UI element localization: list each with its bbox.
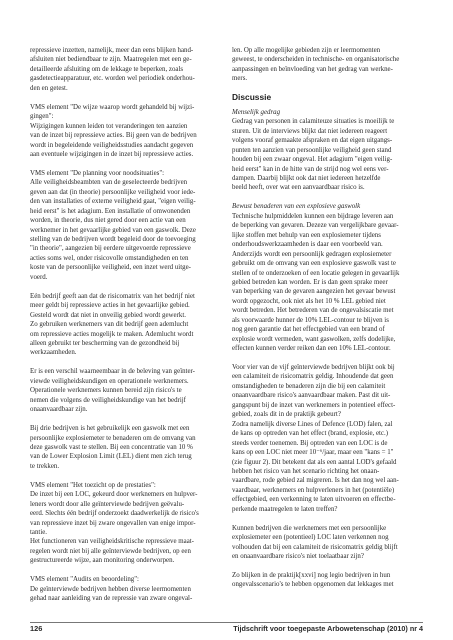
- text-line: explosiemeter een (potentieel) LOC laten verkennen nog: [232, 534, 389, 542]
- text-line: nemen die volgens de veiligheidskundige van het bedrijf: [30, 396, 186, 404]
- paragraph: [30, 292, 217, 358]
- text-line: VMS element "Het toezicht op de prestaties":: [30, 481, 156, 489]
- text-line: steeds verder toenemen. Bij optreden van een LOC is de: [232, 439, 388, 447]
- text-line: werknemer in het gevaarlijke gebied van een gaswolk. Deze: [30, 226, 196, 234]
- text-line: gingen":: [30, 113, 54, 121]
- text-line: Zodra namelijk diverse Lines of Defence (LOD) falen, zal: [232, 420, 393, 428]
- text-line: als voorwaarde hunner de 10% LEL-contour te blijven is: [232, 316, 389, 324]
- text-line: worden, in theorie, dus niet gered door een actie van een: [30, 217, 186, 225]
- footer-rule: [30, 622, 423, 623]
- text-line: van repressieve inzet bij zware ongevallen van enige impor-: [30, 519, 196, 527]
- text-line: Kunnen bedrijven die werknemers met een persoonlijke: [232, 524, 387, 532]
- journal-title: Tijdschrift voor toegepaste Arbowetenschap (2010) nr 4: [233, 624, 423, 633]
- paragraph: [30, 169, 217, 282]
- text-line: Er is een verschil waarneembaar in de beleving van geïnter-: [30, 368, 195, 376]
- page-number: 126: [30, 624, 43, 633]
- text-line: en onaanvaardbare risico's niet toelaatbaar zijn?: [232, 553, 364, 561]
- text-line: leners wordt door alle geïnterviewde bedrijven geëvalu-: [30, 500, 185, 508]
- text-line: Gesteld wordt dat niet in onveilig gebied wordt gewerkt.: [30, 311, 186, 319]
- text-line: wordt betreden. Het betrederen van de ongevalsiscatie met: [232, 307, 394, 315]
- text-line: gebied, zoals dit in de praktijk gebeurt?: [232, 411, 341, 419]
- text-line: Eén bedrijf geeft aan dat de risicomatrix van het bedrijf niet: [30, 292, 195, 300]
- text-line: van beperking van de gevaren aangezien het gevaar bewust: [232, 288, 396, 296]
- left-column: [30, 46, 217, 604]
- text-line: omstandigheden te benaderen zijn die bij een calamiteit: [232, 382, 386, 390]
- text-line: alleen gebruikt ter bescherming van de gezondheid bij: [30, 340, 180, 347]
- text-line: De geïnterviewde bedrijven hebben diverse leermomenten: [30, 585, 191, 593]
- text-line: ongevalsscenario's te hebben opgenomen dat lekkages met: [232, 581, 394, 589]
- text-line: regelen wordt niet bij alle geïnterviewde bedrijven, op een: [30, 547, 191, 555]
- text-line: afsluiten niet bediendbaar te zijn. Maatregelen met een ge-: [30, 56, 192, 64]
- text-line: den van installaties of externe veiligheid gaat, "eigen veilig-: [30, 198, 196, 206]
- text-line: nog geen garantie dat het effectgebied van een brand of: [232, 326, 385, 334]
- text-line: detailleerde afsluiting om de lekkage te beperken, zoals: [30, 65, 184, 73]
- text-line: onaanvaardbare risico's aanvaardbaar maken. Past dit uit-: [232, 392, 391, 400]
- text-line: hebben het risico van het scenario richting het onaan-: [232, 468, 380, 475]
- text-line: (zie figuur 2). Dit betekent dat als een aantal LOD's gefaald: [232, 458, 397, 466]
- text-line: vaardbare, rode gebied zal migreren. Is het dan nog wel aan-: [232, 477, 399, 485]
- text-line: gestructureerde wijze, aan monitoring onderworpen.: [30, 557, 175, 565]
- text-line: meer geldt bij repressieve acties in het gevaarlijke gebied.: [30, 302, 190, 310]
- text-line: persoonlijke explosiemeter te benaderen om de omvang van: [30, 434, 196, 442]
- paragraph: [30, 367, 217, 414]
- subheading: Menselijk gedrag: [232, 108, 281, 116]
- paragraph: [232, 46, 419, 84]
- text-line: gasdetectieapparatuur, etc. worden wel periodiek onderhou-: [30, 75, 195, 83]
- text-line: Alle veiligheidsbeambten van de geselecteerde bedrijven: [30, 179, 188, 187]
- text-line: kans op een LOC niet meer 10⁻⁶/jaar, maar een "kans = 1": [232, 449, 394, 457]
- text-line: Zo gebruiken werknemers van dit bedrijf geen ademlucht: [30, 321, 189, 329]
- text-line: beeld heeft, over wat een aanvaardbaar risico is.: [232, 184, 365, 192]
- paragraph: [30, 424, 217, 471]
- text-line: de beperking van gevaren. Dezeze van vergelijkbare gevaar-: [232, 222, 399, 230]
- text-line: geweest, te onderscheiden in technische- en organisatorische: [232, 56, 400, 64]
- text-line: wordt opgezocht, ook niet als het 10 % LEL gebied niet: [232, 297, 386, 305]
- paragraph: [232, 212, 419, 354]
- text-line: repressieve inzetten, namelijk, meer dan eens blijken hand-: [30, 47, 194, 54]
- text-line: stellen of te onderzoeken of een locatie gelegen in gevaarlijk: [232, 269, 400, 277]
- text-line: VMS element "De planning voor noodsituaties":: [30, 169, 165, 177]
- paragraph: [30, 481, 217, 566]
- text-line: Voor vier van de vijf geïnterviewde bedrijven blijkt ook bij: [232, 364, 395, 372]
- text-line: deze gaswolk vast te stellen. Bij een concentratie van 10 %: [30, 443, 193, 451]
- text-line: onderhoudswerkzaamheden is daar een voorbeeld van.: [232, 241, 383, 249]
- text-line: Operationele werknemers kunnen bereid zijn risico's te: [30, 387, 182, 395]
- text-line: de kans op optreden van het effect (brand, explosie, etc.): [232, 430, 388, 438]
- paragraph: [30, 575, 217, 603]
- text-line: len. Op alle mogelijke gebieden zijn er leermomenten: [232, 47, 381, 54]
- text-line: "in theorie", aangezien bij eerdere uitgevoerde repressieve: [30, 245, 191, 253]
- text-line: heid eerst" kan in de hitte van de strijd nog wel eens ver-: [232, 165, 389, 173]
- text-line: voerd.: [30, 273, 48, 281]
- text-line: lijke stoffen met behulp van een explosiemeter tijdens: [232, 231, 381, 239]
- text-line: Anderzijds wordt een persoonlijk gedragen explosiemeter: [232, 250, 392, 258]
- text-line: onaanvaardbaar zijn.: [30, 406, 88, 414]
- text-line: vaardbaar, werknemers en hulpverleners in het (potentiële): [232, 486, 395, 494]
- text-line: VMS element "Audits en beoordeling":: [30, 576, 139, 584]
- text-line: gebruikt om de omvang van een explosieve gaswolk vast te: [232, 260, 396, 268]
- text-line: wordt in begeleidende veiligheidsstudies aandacht gegeven: [30, 141, 194, 149]
- text-line: gangspunt bij de inzet van werknemers in potentieel effect-: [232, 401, 396, 409]
- text-line: Gedrag van personen in calamiteuze situaties is moeilijk te: [232, 118, 395, 126]
- text-line: koste van de persoonlijke veiligheid, een inzet werd uitge-: [30, 264, 191, 272]
- text-line: stelling van de bedrijven wordt begeleid door de toevoeging: [30, 236, 196, 244]
- text-line: Technische hulpmiddelen kunnen een bijdrage leveren aan: [232, 212, 394, 220]
- text-line: te trekken.: [30, 462, 60, 470]
- text-line: De inzet bij een LOC, gekeurd door werknemers en hulpver-: [30, 491, 198, 499]
- text-line: punten ten aanzien van persoonlijke veiligheid geen stand: [232, 146, 392, 154]
- paragraph: [232, 117, 419, 193]
- text-line: geven aan dat (in theorie) persoonlijke veiligheid voor iede-: [30, 188, 196, 196]
- paragraph: [232, 571, 419, 590]
- text-line: een calamiteit de risicomatrix geldig. Inhoudende dat geen: [232, 373, 394, 381]
- text-line: volhouden dat bij een calamiteit de risicomatrix geldig blijft: [232, 543, 398, 551]
- paragraph: [30, 46, 217, 93]
- text-line: VMS element "De wijze waarop wordt gehandeld bij wijzi-: [30, 103, 195, 111]
- text-line: mers.: [232, 75, 248, 83]
- paragraph: [232, 524, 419, 562]
- text-line: werkzaamheden.: [30, 349, 77, 357]
- text-line: volgens vooraf gemaakte afspraken en dat eigen uitgangs-: [232, 137, 393, 145]
- text-line: aanpassingen en beïnvloeding van het gedrag van werkne-: [232, 65, 393, 73]
- text-line: perkende maatregelen te laten treffen?: [232, 505, 338, 513]
- section-heading: Discussie: [232, 91, 272, 102]
- text-line: Bij drie bedrijven is het gebruikelijk een gaswolk met een: [30, 425, 190, 433]
- text-line: aan eventuele wijzigingen in de inzet bij repressieve acties.: [30, 150, 194, 158]
- text-line: eerd. Slechts één bedrijf onderzoekt daadwerkelijk de risico's: [30, 510, 199, 518]
- right-column: [232, 46, 419, 590]
- subheading: Bewust benaderen van een explosieve gaswolk: [232, 203, 361, 211]
- text-line: om repressieve acties mogelijk te maken. Ademlucht wordt: [30, 330, 194, 338]
- text-line: effecten kunnen verder reiken dan een 10% LEL-contour.: [232, 345, 391, 353]
- paragraph: [232, 363, 419, 514]
- text-line: gebied betreden kan worden. Er is dan geen sprake meer: [232, 278, 388, 286]
- text-line: tantie.: [30, 529, 48, 537]
- text-line: Zo blijken in de praktijk[xxvi] nog legio bedrijven in hun: [232, 571, 391, 579]
- text-line: houden bij een zwaar ongeval. Het adagium "eigen veilig-: [232, 156, 393, 164]
- text-line: explosie wordt vermeden, want gaswolken, zelfs dodelijke,: [232, 335, 396, 343]
- text-line: sturen. Uit de interviews blijkt dat niet iedereen reageert: [232, 127, 388, 135]
- text-line: van de inzet bij repressieve acties. Bij geen van de bedrijven: [30, 132, 197, 140]
- text-line: Wijzigingen kunnen leiden tot veranderingen ten aanzien: [30, 122, 188, 130]
- text-line: effectgebied, een verkenning te laten uitvoeren en effectbe-: [232, 496, 396, 504]
- text-line: den en getest.: [30, 84, 68, 92]
- text-line: viewde veiligheidskundigen en operationele werknemers.: [30, 377, 189, 385]
- text-line: dampen. Daarbij blijkt ook dat niet iedereen hetzelfde: [232, 174, 381, 182]
- paragraph: [30, 103, 217, 160]
- text-line: gehad naar aanleiding van de repressie van zware ongeval-: [30, 595, 193, 603]
- text-line: van de Lower Explosion Limit (LEL) dient men zich terug: [30, 453, 192, 461]
- text-line: Het functioneren van veiligheidskritische repressieve maat-: [30, 538, 194, 546]
- text-line: heid eerst" is het adagium. Een installatie of omwonenden: [30, 207, 191, 215]
- text-line: acties soms wel, onder risicovolle omstandigheden en ten: [30, 254, 189, 262]
